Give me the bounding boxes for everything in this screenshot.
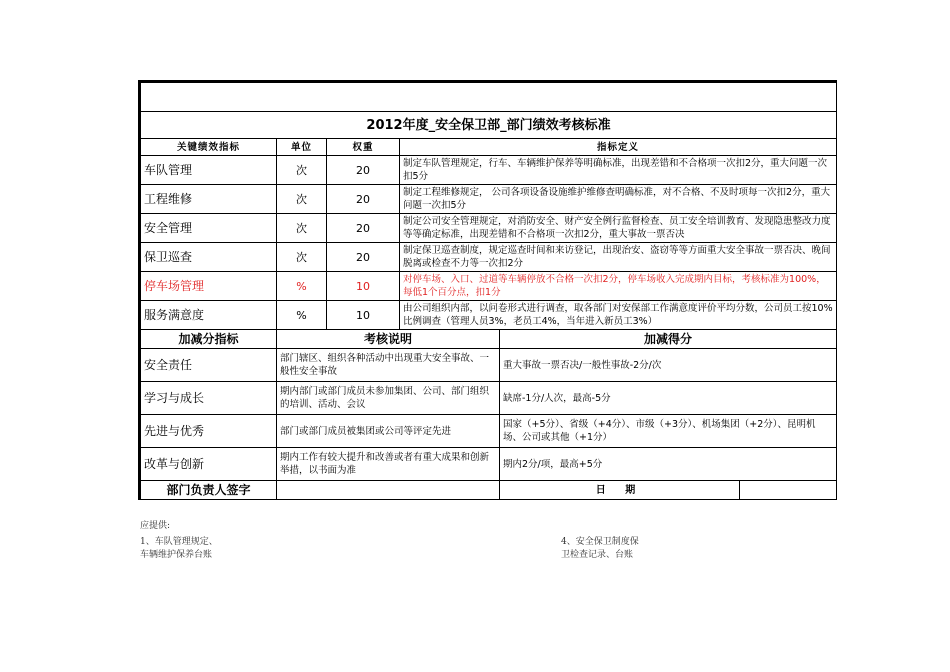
adjust-name[interactable]: 安全责任: [140, 349, 277, 382]
adjust-score[interactable]: 国家（+5分）、省级（+4分）、市级（+3分）、机场集团（+2分）、昆明机场、公司或其他（+1分）: [500, 415, 837, 448]
kpi-unit[interactable]: %: [277, 301, 327, 330]
kpi-row: [140, 301, 837, 330]
signature-field[interactable]: [277, 481, 500, 500]
kpi-weight[interactable]: 20: [327, 185, 400, 214]
kpi-row: [140, 214, 837, 243]
adjust-explanation[interactable]: 部门或部门成员被集团或公司等评定先进: [277, 415, 500, 448]
notes-heading: 应提供:: [140, 521, 171, 531]
adjust-row: [140, 382, 837, 415]
kpi-weight[interactable]: 10: [327, 272, 400, 301]
kpi-definition[interactable]: 由公司组织内部，以问卷形式进行调查，取各部门对安保部工作满意度评价平均分数，公司员工按10%比例调查（管理人员3%，老员工4%，当年进入新员工3%）: [400, 301, 837, 330]
kpi-name[interactable]: 车队管理: [140, 156, 277, 185]
header-kpi[interactable]: 关键绩效指标: [140, 139, 277, 156]
adjust-score[interactable]: 重大事故一票否决/一般性事故-2分/次: [500, 349, 837, 382]
adjust-row: [140, 349, 837, 382]
kpi-unit[interactable]: 次: [277, 214, 327, 243]
kpi-name[interactable]: 工程维修: [140, 185, 277, 214]
kpi-row-highlight: [140, 272, 837, 301]
adjust-explanation[interactable]: 期内部门或部门成员未参加集团、公司、部门组织的培训、活动、会议: [277, 382, 500, 415]
kpi-name[interactable]: 服务满意度: [140, 301, 277, 330]
adjust-name[interactable]: 改革与创新: [140, 448, 277, 481]
kpi-row: [140, 185, 837, 214]
adjust-header-score[interactable]: 加减得分: [500, 330, 837, 349]
signature-row: [140, 481, 837, 500]
kpi-row: [140, 243, 837, 272]
adjust-header-indicator[interactable]: 加减分指标: [140, 330, 277, 349]
kpi-weight[interactable]: 10: [327, 301, 400, 330]
kpi-definition[interactable]: 制定车队管理规定，行车、车辆维护保养等明确标准，出现差错和不合格项一次扣2分，重大问题一次扣5分: [400, 156, 837, 185]
blank-cell[interactable]: [140, 82, 837, 112]
adjust-name[interactable]: 学习与成长: [140, 382, 277, 415]
adjust-score[interactable]: 缺席-1分/人次，最高-5分: [500, 382, 837, 415]
kpi-header-row: [140, 139, 837, 156]
title-row: [140, 112, 837, 139]
kpi-weight[interactable]: 20: [327, 243, 400, 272]
kpi-name[interactable]: 保卫巡查: [140, 243, 277, 272]
kpi-definition[interactable]: 制定工程维修规定， 公司各项设备设施维护维修查明确标准，对不合格、不及时项每一次扣2分，重大问题一次扣5分: [400, 185, 837, 214]
kpi-unit[interactable]: 次: [277, 156, 327, 185]
adjust-score[interactable]: 期内2分/项，最高+5分: [500, 448, 837, 481]
kpi-definition[interactable]: 制定保卫巡查制度，规定巡查时间和来访登记，出现治安、盗窃等等方面重大安全事故一票否决、晚间脱离或检查不力等一次扣2分: [400, 243, 837, 272]
adjust-name[interactable]: 先进与优秀: [140, 415, 277, 448]
adjust-explanation[interactable]: 期内工作有较大提升和改善或者有重大成果和创新举措，以书面为准: [277, 448, 500, 481]
blank-top-row: [140, 82, 837, 112]
kpi-definition[interactable]: 对停车场、入口、过道等车辆停放不合格一次扣2分，停车场收入完成期内目标，考核标准为100%，每低1个百分点，扣1分: [400, 272, 837, 301]
kpi-name[interactable]: 安全管理: [140, 214, 277, 243]
assessment-table: [138, 80, 837, 500]
notes-right-line1: 4、安全保卫制度保: [561, 537, 639, 547]
adjust-row: [140, 448, 837, 481]
adjust-explanation[interactable]: 部门辖区、组织各种活动中出现重大安全事故、一般性安全事故: [277, 349, 500, 382]
notes-right-line2: 卫检查记录、台账: [561, 550, 634, 560]
notes-left-line2: 车辆维护保养台账: [140, 550, 213, 560]
kpi-unit[interactable]: %: [277, 272, 327, 301]
notes-left-line1: 1、车队管理规定、: [140, 537, 218, 547]
kpi-name[interactable]: 停车场管理: [140, 272, 277, 301]
header-unit[interactable]: 单位: [277, 139, 327, 156]
kpi-unit[interactable]: 次: [277, 243, 327, 272]
header-weight[interactable]: 权重: [327, 139, 400, 156]
kpi-weight[interactable]: 20: [327, 156, 400, 185]
kpi-sheet: [138, 80, 835, 500]
adjust-row: [140, 415, 837, 448]
date-label[interactable]: 日 期: [500, 481, 740, 500]
kpi-row: [140, 156, 837, 185]
kpi-weight[interactable]: 20: [327, 214, 400, 243]
kpi-definition[interactable]: 制定公司安全管理规定，对消防安全、财产安全例行监督检查、员工安全培训教育、发现隐患整改力度等等确定标准，出现差错和不合格项一次扣2分，重大事故一票否决: [400, 214, 837, 243]
signature-label[interactable]: 部门负责人签字: [140, 481, 277, 500]
kpi-unit[interactable]: 次: [277, 185, 327, 214]
date-field[interactable]: [740, 481, 837, 500]
adjust-header-row: [140, 330, 837, 349]
header-definition[interactable]: 指标定义: [400, 139, 837, 156]
sheet-title[interactable]: 2012年度_安全保卫部_部门绩效考核标准: [140, 112, 837, 139]
adjust-header-explanation[interactable]: 考核说明: [277, 330, 500, 349]
